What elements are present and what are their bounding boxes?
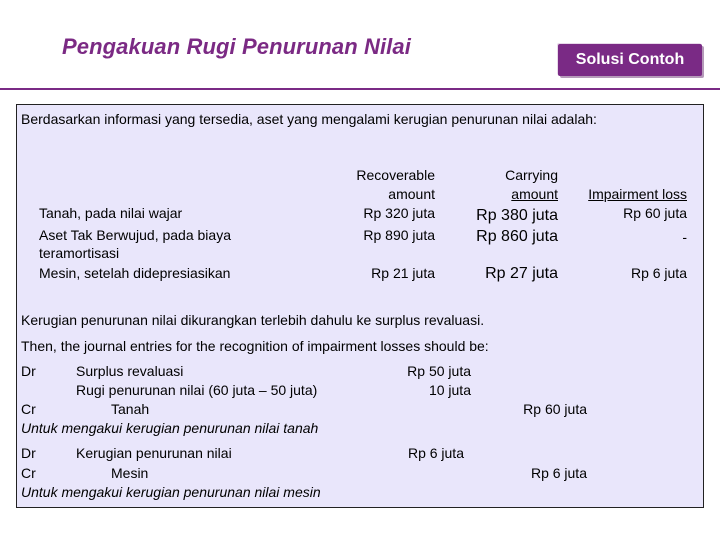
journal2-dr-amount: Rp 6 juta — [407, 445, 464, 461]
journal1-dr: Dr — [21, 363, 36, 379]
row-label-aset-tak-berwujud: Aset Tak Berwujud, pada biaya — [39, 227, 231, 243]
row-aset-carrying: Rp 860 juta — [476, 228, 558, 245]
journal1-dr-amount-1: Rp 50 juta — [407, 363, 471, 379]
row-label-tanah: Tanah, pada nilai wajar — [39, 205, 183, 221]
header-impairment: Impairment loss — [588, 186, 687, 202]
page-title: Pengakuan Rugi Penurunan Nilai — [62, 34, 411, 59]
journal1-dr-account-2: Rugi penurunan nilai (60 juta – 50 juta) — [76, 382, 318, 398]
row-aset-impairment: - — [682, 229, 687, 245]
note-journal-intro: Then, the journal entries for the recognition of impairment losses should be: — [21, 338, 489, 354]
content-panel — [16, 104, 704, 508]
row-tanah-impairment: Rp 60 juta — [623, 205, 687, 221]
row-tanah-recoverable: Rp 320 juta — [363, 205, 435, 221]
journal2-dr-account: Kerugian penurunan nilai — [76, 445, 232, 461]
row-aset-recoverable: Rp 890 juta — [363, 227, 435, 243]
row-label-mesin: Mesin, setelah didepresiasikan — [39, 265, 231, 281]
row-mesin-recoverable: Rp 21 juta — [371, 265, 435, 281]
journal2-cr-account: Mesin — [111, 465, 149, 481]
journal2-memo: Untuk mengakui kerugian penurunan nilai mesin — [21, 484, 321, 500]
header-carrying-line1: Carrying — [505, 167, 558, 183]
journal1-dr-account-1: Surplus revaluasi — [76, 363, 184, 379]
solution-badge: Solusi Contoh — [558, 44, 702, 76]
journal1-cr: Cr — [21, 401, 36, 417]
row-tanah-carrying: Rp 380 juta — [476, 207, 558, 224]
row-mesin-impairment: Rp 6 juta — [630, 265, 687, 281]
journal2-cr: Cr — [21, 465, 36, 481]
journal1-cr-account: Tanah — [111, 401, 150, 417]
header-recoverable-line2: amount — [388, 186, 435, 202]
intro-text: Berdasarkan informasi yang tersedia, aset yang mengalami kerugian penurunan nilai adalah: — [21, 111, 597, 127]
journal2-cr-amount: Rp 6 juta — [530, 465, 587, 481]
journal1-memo: Untuk mengakui kerugian penurunan nilai tanah — [21, 420, 319, 436]
row-label-aset-tak-berwujud-line2: teramortisasi — [39, 245, 120, 261]
header-divider — [0, 88, 720, 90]
note-revaluation-surplus: Kerugian penurunan nilai dikurangkan terlebih dahulu ke surplus revaluasi. — [21, 312, 485, 328]
header-carrying-line2: amount — [511, 186, 558, 202]
journal2-dr: Dr — [21, 445, 36, 461]
journal1-cr-amount: Rp 60 juta — [523, 401, 587, 417]
row-mesin-carrying: Rp 27 juta — [485, 265, 558, 282]
header-recoverable-line1: Recoverable — [356, 167, 435, 183]
journal1-dr-amount-2: 10 juta — [428, 382, 471, 398]
